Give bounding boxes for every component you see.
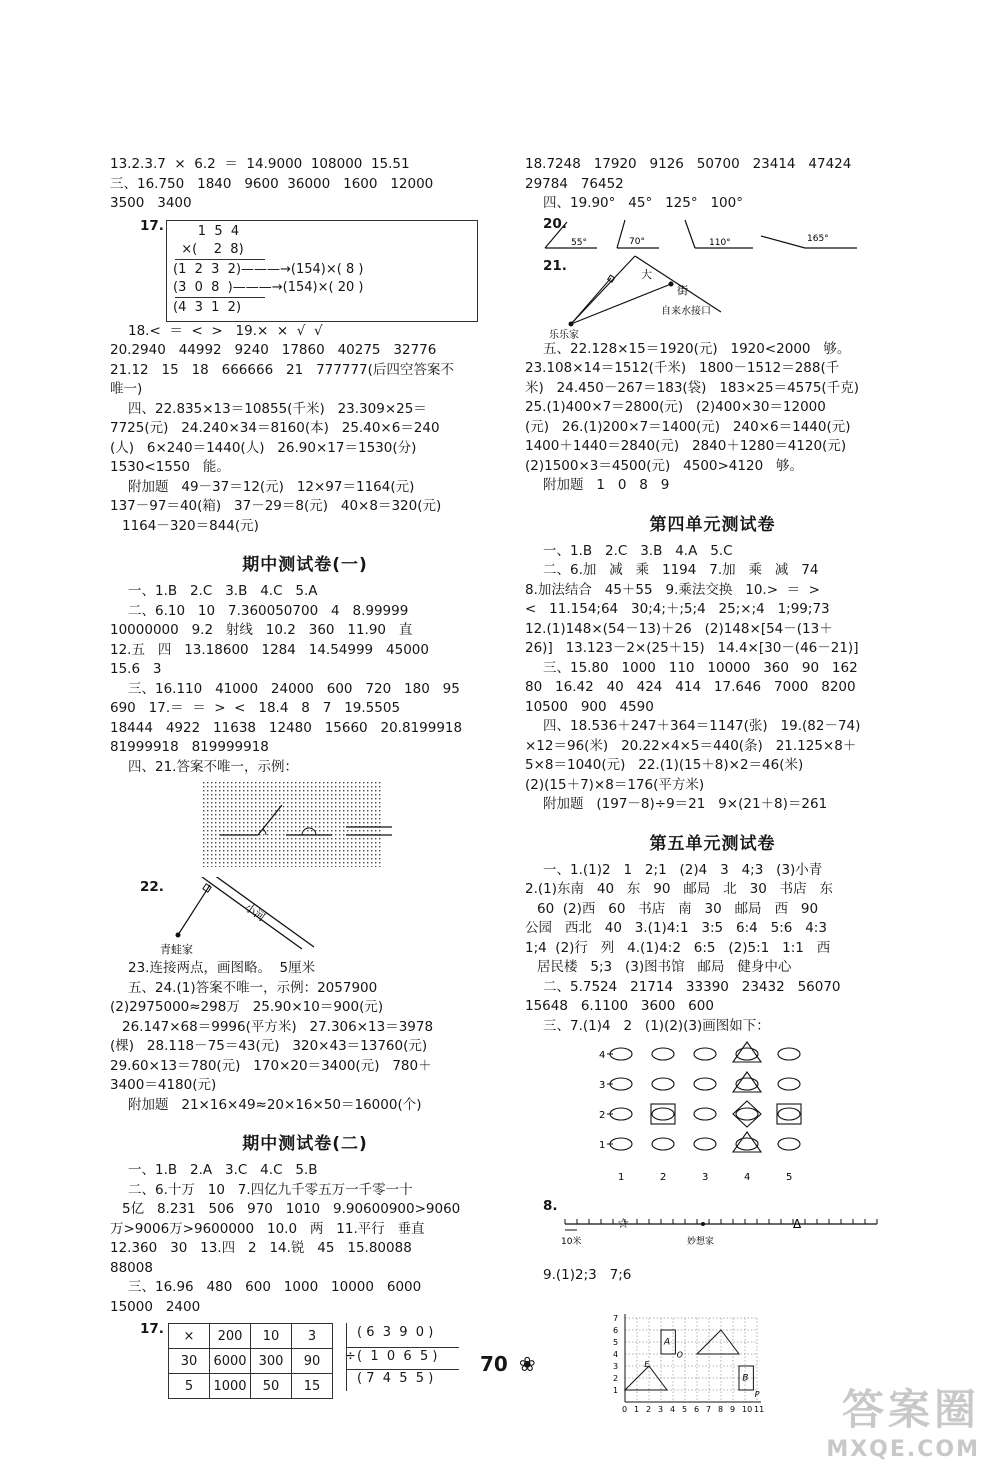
axis-x-label: 6 — [694, 1404, 700, 1414]
ellipse-shape — [652, 1138, 674, 1150]
point-label: P — [754, 1389, 760, 1399]
answer-line: < 11.154;64 30;4;＋;5;4 25;×;4 1;99;73 — [525, 601, 830, 617]
answer-line: (元) 26.(1)200×7＝1400(元) 240×6＝1440(元) — [525, 418, 851, 435]
ellipse-shape — [778, 1138, 800, 1150]
dot-grid — [202, 781, 382, 867]
grid-y-label: 2 — [599, 1110, 606, 1121]
answer-line: 二、6.十万 10 7.四亿九千零五万一千零一十 — [128, 1181, 413, 1198]
left-column — [110, 155, 500, 1397]
axis-y-label: 4 — [613, 1349, 619, 1359]
grid-x-label: 5 — [786, 1172, 793, 1183]
answer-line: 米) 24.450－267＝183(袋) 183×25＝4575(千克) — [525, 379, 859, 396]
box-row: (3 0 8 )———→(154)×( 20 ) — [173, 279, 364, 295]
answer-line: ×12＝96(米) 20.22×4×5＝440(条) 21.125×8＋ — [525, 737, 857, 754]
number-line-svg — [525, 1196, 900, 1266]
answer-line: 15000 2400 — [110, 1298, 201, 1315]
answer-line: 居民楼 5;3 (3)图书馆 邮局 健身中心 — [537, 959, 792, 975]
right-column — [525, 155, 900, 1414]
answer-line: 万>9006万>9600000 10.0 两 11.平行 垂直 — [110, 1220, 425, 1237]
division-figure — [346, 1323, 459, 1391]
answer-line: 四、22.835×13＝10855(千米) 23.309×25＝ — [128, 400, 427, 417]
home-label: 乐乐家 — [549, 329, 579, 340]
grid-x-label: 4 — [744, 1172, 751, 1183]
division-row: ( 1 0 6 5 ) — [357, 1349, 438, 1364]
grid-y-label: 4 — [599, 1050, 606, 1061]
multiplication-table — [168, 1323, 333, 1399]
rule — [347, 1347, 459, 1348]
axis-y-label: 7 — [613, 1313, 619, 1323]
street-label: 大 — [641, 267, 652, 281]
answer-line: 附加题 (197－8)÷9＝21 9×(21＋8)＝261 — [543, 796, 828, 812]
ellipse-shape — [736, 1138, 758, 1150]
table-cell: 300 — [251, 1349, 292, 1374]
answer-line: 1164－320＝844(元) — [122, 517, 259, 534]
axis-x-label: 10 — [742, 1404, 753, 1414]
axis-y-label: 5 — [613, 1337, 619, 1347]
angle-ray — [617, 220, 625, 248]
q17-table-figure — [110, 1317, 500, 1397]
question-number: 20. — [543, 215, 567, 232]
ellipse-shape — [652, 1078, 674, 1090]
triangle-side — [571, 284, 671, 324]
axis-x-label: 4 — [670, 1404, 676, 1414]
ellipse-shape — [778, 1078, 800, 1090]
box-row: (4 3 1 2) — [173, 299, 242, 315]
rule — [175, 297, 265, 298]
question-number: 8. — [543, 1198, 558, 1214]
answer-line: 23.连接两点，画图略。 5厘米 — [128, 960, 316, 976]
answer-line: 15648 6.1100 3600 600 — [525, 998, 714, 1014]
table-cell: × — [169, 1324, 210, 1349]
answer-line: 1400＋1440＝2840(元) 2840＋1280＝4120(元) — [525, 438, 847, 454]
ellipse-shape — [694, 1138, 716, 1150]
answer-line: 13.2.3.7 × 6.2 ＝ 14.9000 108000 15.51 — [110, 156, 410, 172]
answer-line: 137－97＝40(箱) 37－29＝8(元) 40×8＝320(元) — [110, 498, 442, 514]
ellipse-shape — [736, 1048, 758, 1060]
division-row: ( 6 3 9 0 ) — [357, 1325, 434, 1340]
division-row: ( 7 4 5 5 ) — [357, 1371, 434, 1386]
answer-line: 3400＝4180(元) — [110, 1077, 217, 1093]
table-cell: 5 — [169, 1374, 210, 1399]
answer-line: 三、16.750 1840 9600 36000 1600 12000 — [110, 175, 434, 192]
answer-line: 二、6.加 减 乘 1194 7.加 乘 减 74 — [543, 562, 819, 578]
ellipse-shape — [736, 1108, 758, 1120]
answer-line: 三、16.110 41000 24000 600 720 180 95 — [128, 680, 460, 697]
axis-x-label: 1 — [634, 1404, 640, 1414]
answer-line: 15.6 3 — [110, 661, 162, 677]
answer-line: (棵) 28.118－75＝43(元) 320×43＝13760(元) — [110, 1038, 428, 1054]
triangle-side — [571, 256, 635, 324]
square-shape — [777, 1104, 801, 1124]
axis-x-label: 3 — [658, 1404, 664, 1414]
ellipse-shape — [694, 1078, 716, 1090]
angle-label: 165° — [807, 233, 829, 244]
box-row: 1 5 4 — [173, 223, 240, 239]
axis-y-label: 6 — [613, 1325, 619, 1335]
section-heading: 期中测试卷(一) — [242, 555, 368, 575]
table-cell: 90 — [292, 1349, 333, 1374]
answer-line: 公园 西北 40 3.(1)4:1 3:5 6:4 5:6 4:3 — [525, 920, 827, 936]
ellipse-shape — [778, 1108, 800, 1120]
rule — [347, 1369, 459, 1370]
answer-line: 60 (2)西 60 书店 南 30 邮局 西 90 — [537, 900, 819, 917]
answer-line: 29784 76452 — [525, 175, 624, 192]
watermark-logo: 答案圈 — [841, 1385, 980, 1434]
axis-y-label: 1 — [613, 1385, 619, 1395]
table-cell: 10 — [251, 1324, 292, 1349]
perpendicular-line — [571, 278, 611, 324]
answer-line: 四、18.536＋247＋364＝1147(张) 19.(82－74) — [543, 718, 861, 734]
answer-line: 四、21.答案不唯一，示例： — [128, 758, 298, 775]
answer-line: 18.7248 17920 9126 50700 23414 47424 — [525, 156, 852, 172]
table-row — [169, 1324, 333, 1349]
shapes-grid-svg — [525, 1036, 900, 1196]
axis-x-label: 9 — [730, 1404, 736, 1414]
answer-line: (人) 6×240＝1440(人) 26.90×17＝1530(分) — [110, 439, 417, 456]
answer-line: 8.加法结合 45＋55 9.乘法交换 10.> ＝ > — [525, 581, 820, 598]
table-cell: 200 — [210, 1324, 251, 1349]
watermark-url: MXQE.COM — [826, 1437, 980, 1462]
home-point — [176, 933, 181, 938]
answer-line: 9.(1)2;3 7;6 — [543, 1267, 632, 1283]
table-row — [169, 1374, 333, 1399]
table-row — [169, 1349, 333, 1374]
tap-label: 自来水接口 — [661, 305, 711, 317]
grid-x-label: 1 — [618, 1172, 625, 1183]
grid-y-label: 3 — [599, 1080, 606, 1091]
angle-label: 55° — [571, 237, 587, 248]
answer-line: 81999918 819999918 — [110, 739, 269, 755]
point-label: O — [676, 1350, 683, 1360]
q7-shapes-grid-figure — [525, 1036, 900, 1196]
axis-x-label: 2 — [646, 1404, 652, 1414]
ellipse-shape — [610, 1108, 632, 1120]
answer-line: 一、1.B 2.A 3.C 4.C 5.B — [128, 1162, 318, 1178]
angle-ray — [685, 220, 695, 248]
vertical-multiplication-box — [166, 220, 478, 322]
answer-line: 12.(1)148×(54－13)＋26 (2)148×[54－(13＋ — [525, 620, 833, 637]
flower-icon: ❀ — [518, 1352, 536, 1376]
question-number: 21. — [543, 257, 567, 274]
q21-dot-grid-figure — [110, 777, 500, 877]
box-row: (1 2 3 2)———→(154)×( 8 ) — [173, 261, 364, 277]
ellipse-shape — [652, 1048, 674, 1060]
river-svg — [110, 877, 500, 959]
table-cell: 3 — [292, 1324, 333, 1349]
answer-line: 5亿 8.231 506 970 1010 9.90600900>9060 — [122, 1201, 461, 1217]
answer-line: 21.12 15 18 666666 21 777777(后四空答案不 — [110, 361, 454, 378]
page-number-text: 70 — [480, 1352, 508, 1376]
answer-line: 三、7.(1)4 2 (1)(2)(3)画图如下： — [543, 1017, 770, 1034]
table-cell: 1000 — [210, 1374, 251, 1399]
answer-line: 20.2940 44992 9240 17860 40275 32776 — [110, 342, 437, 358]
section-heading: 第五单元测试卷 — [649, 833, 776, 854]
answer-line: 18.< ＝ < > 19.× × √ √ — [128, 322, 323, 339]
answer-line: 附加题 1 0 8 9 — [543, 477, 670, 493]
q22-river-figure — [110, 877, 500, 959]
perpendicular-line — [178, 885, 210, 935]
watermark — [770, 1377, 980, 1469]
q20-angles-figure — [525, 214, 900, 254]
axis-x-label: 11 — [754, 1404, 765, 1414]
diamond-shape — [733, 1101, 761, 1127]
home-label: 妙想家 — [687, 1237, 715, 1247]
answer-line: 五、24.(1)答案不唯一，示例：2057900 — [128, 979, 378, 996]
section-heading: 第四单元测试卷 — [649, 514, 776, 535]
dot-grid-svg — [110, 777, 500, 877]
answer-line: (2)1500×3＝4500(元) 4500>4120 够。 — [525, 457, 804, 474]
grid-x-label: 3 — [702, 1172, 709, 1183]
answer-line: 一、1.B 2.C 3.B 4.C 5.A — [128, 583, 318, 599]
q17-multiplication-figure — [110, 214, 500, 322]
ellipse-shape — [610, 1048, 632, 1060]
table-cell: 15 — [292, 1374, 333, 1399]
square-shape — [651, 1104, 675, 1124]
answer-line: 12.五 四 13.18600 1284 14.54999 45000 — [110, 641, 429, 658]
answer-line: 3500 3400 — [110, 195, 192, 211]
answer-line: 7725(元) 24.240×34＝8160(本) 25.40×6＝240 — [110, 420, 440, 436]
axis-y-label: 3 — [613, 1361, 619, 1371]
table-cell: 50 — [251, 1374, 292, 1399]
question-number: 17. — [140, 217, 164, 234]
ellipse-shape — [610, 1138, 632, 1150]
answer-line: 18444 4922 11638 12480 15660 20.8199918 — [110, 719, 463, 736]
answer-line: 五、22.128×15＝1920(元) 1920<2000 够。 — [543, 340, 851, 357]
answer-line: 12.360 30 13.四 2 14.锐 45 15.80088 — [110, 1240, 412, 1256]
ellipse-shape — [652, 1108, 674, 1120]
grid-y-label: 1 — [599, 1140, 606, 1151]
angle-label: 110° — [709, 237, 731, 248]
angle-ray — [761, 236, 805, 248]
answer-line: 23.108×14＝1512(千米) 1800－1512＝288(千 — [525, 360, 840, 376]
answer-line: 26)] 13.123－2×(25＋15) 14.4×[30－(46－21)] — [525, 640, 859, 656]
question-number: 22. — [140, 879, 164, 895]
q21-street-figure — [525, 254, 900, 340]
axis-x-label: 5 — [682, 1404, 688, 1414]
answer-line: 29.60×13＝780(元) 170×20＝3400(元) 780＋ — [110, 1057, 432, 1074]
answer-line: (2)2975000≈298万 25.90×10＝900(元) — [110, 999, 384, 1015]
answer-line: 一、1.(1)2 1 2;1 (2)4 3 4;3 (3)小青 — [543, 861, 823, 878]
axis-y-label: 2 — [613, 1373, 619, 1383]
answer-line: 附加题 49－37＝12(元) 12×97＝1164(元) — [128, 478, 415, 495]
angle-ray — [545, 222, 567, 248]
answer-line: 四、19.90° 45° 125° 100° — [543, 195, 743, 211]
axis-x-label: 8 — [718, 1404, 724, 1414]
home-point — [701, 1222, 705, 1226]
divide-sign: ÷ — [345, 1349, 356, 1364]
answer-line: 三、16.96 480 600 1000 10000 6000 — [128, 1279, 422, 1295]
answer-line: 26.147×68＝9996(平方米) 27.306×13＝3978 — [122, 1018, 434, 1035]
home-point — [569, 321, 574, 326]
tap-point — [669, 281, 674, 286]
answer-line: 690 17.＝ ＝ > < 18.4 8 7 19.5505 — [110, 700, 401, 716]
table-cell: 6000 — [210, 1349, 251, 1374]
point-label: E — [644, 1359, 650, 1369]
answer-line: 80 16.42 40 424 414 17.646 7000 8200 — [525, 679, 856, 695]
answer-line: 唯一) — [110, 381, 143, 397]
street-svg — [525, 254, 900, 340]
answer-line: 10500 900 4590 — [525, 698, 654, 715]
river-label: 小河 — [242, 900, 268, 925]
angle-label: 70° — [629, 236, 645, 247]
rule — [175, 259, 265, 260]
answer-line: 2.(1)东南 40 东 90 邮局 北 30 书店 东 — [525, 881, 834, 897]
ellipse-shape — [694, 1108, 716, 1120]
grid-x-label: 2 — [660, 1172, 667, 1183]
answer-line: 附加题 21×16×49≈20×16×50＝16000(个) — [128, 1096, 422, 1113]
box-row: ×( 2 8) — [173, 241, 244, 257]
point-label: A — [664, 1336, 671, 1347]
answer-line: 二、6.10 10 7.360050700 4 8.99999 — [128, 602, 409, 619]
answer-line: 1530<1550 能。 — [110, 459, 230, 475]
q8-number-line-figure — [525, 1196, 900, 1266]
point-label: B — [742, 1372, 749, 1383]
answer-line: 5×8＝1040(元) 22.(1)(15＋8)×2＝46(米) — [525, 757, 804, 773]
home-label: 青蛙家 — [160, 943, 193, 956]
question-number: 17. — [140, 1321, 164, 1337]
street-label: 街 — [677, 283, 688, 297]
triangle-marker: Δ — [793, 1217, 802, 1231]
answer-line: 三、15.80 1000 110 10000 360 90 162 — [543, 659, 858, 676]
answer-line: 10000000 9.2 射线 10.2 360 11.90 直 — [110, 622, 413, 638]
section-heading: 期中测试卷(二) — [242, 1134, 368, 1154]
page-number — [480, 1352, 536, 1376]
answer-line: (2)(15＋7)×8＝176(平方米) — [525, 776, 705, 793]
ellipse-shape — [736, 1078, 758, 1090]
scale-label: 10米 — [561, 1237, 582, 1247]
ellipse-shape — [694, 1048, 716, 1060]
answer-line: 1;4 (2)行 列 4.(1)4:2 6:5 (2)5:1 1:1 西 — [525, 939, 831, 956]
axis-x-label: 7 — [706, 1404, 712, 1414]
star-icon: ☆ — [617, 1216, 630, 1232]
axis-x-label: 0 — [622, 1404, 628, 1414]
angles-svg — [525, 214, 900, 254]
table-cell: 30 — [169, 1349, 210, 1374]
answer-line: 二、5.7524 21714 33390 23432 56070 — [543, 978, 841, 995]
answer-line: 一、1.B 2.C 3.B 4.A 5.C — [543, 542, 733, 559]
answer-line: 88008 — [110, 1259, 153, 1276]
answer-line: 25.(1)400×7＝2800(元) (2)400×30＝12000 — [525, 399, 826, 415]
ellipse-shape — [778, 1048, 800, 1060]
ellipse-shape — [610, 1078, 632, 1090]
